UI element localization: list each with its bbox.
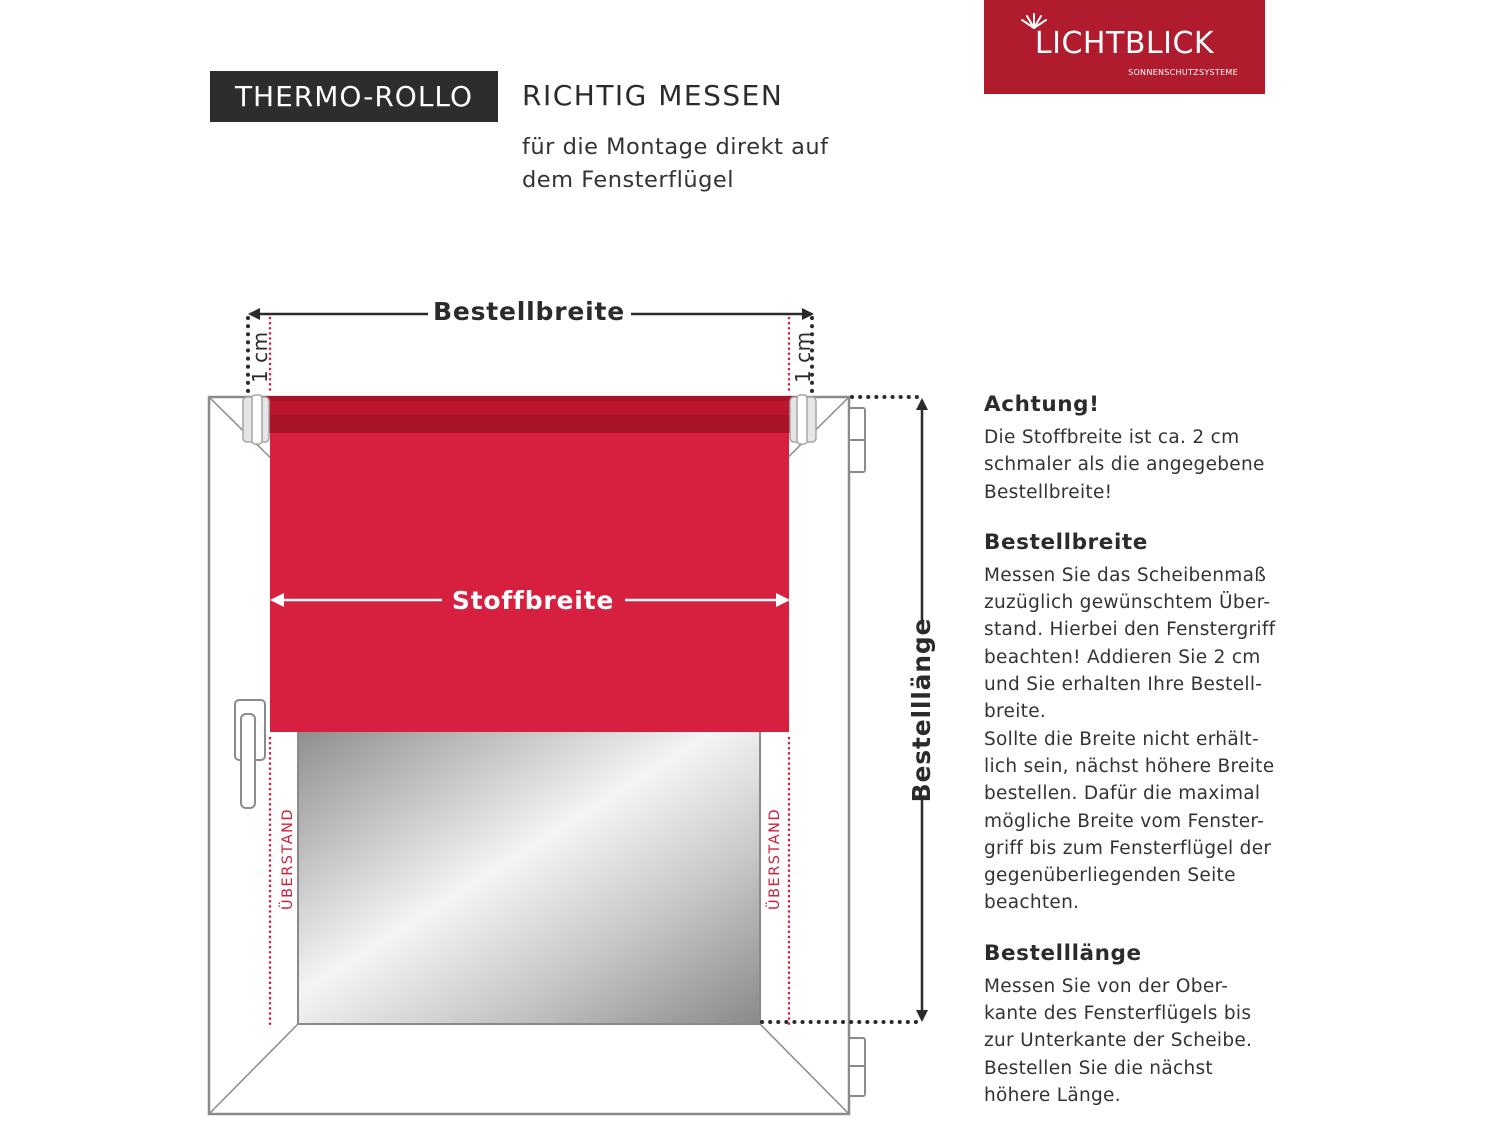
info-panel <box>984 390 1284 1131</box>
info-block-attention <box>984 390 1284 506</box>
info-heading: Bestelllänge <box>984 940 1142 966</box>
fabric-width-label: Stoffbreite <box>451 586 615 615</box>
blind-fabric <box>270 400 789 732</box>
info-text: Die Stoffbreite ist ca. 2 cm schmaler als die angegebene Bestellbreite! <box>984 427 1265 503</box>
info-heading: Bestellbreite <box>984 529 1148 555</box>
order-width-dimension <box>250 297 812 326</box>
right-gap-label: 1 cm <box>791 331 815 383</box>
product-tag: THERMO-ROLLO <box>210 71 498 122</box>
page-title: RICHTIG MESSEN <box>522 79 784 112</box>
info-heading: Achtung! <box>984 392 1100 417</box>
logo-tagline: SONNENSCHUTZSYSTEME <box>1128 68 1238 77</box>
info-text: Messen Sie von der Ober- kante des Fensterflügels bis zur Unterkante der Scheibe. Bestellen Sie die nächst höhere Länge. <box>984 975 1253 1106</box>
info-block-order-width <box>984 528 1284 917</box>
info-block-order-length <box>984 939 1284 1109</box>
order-width-label: Bestellbreite <box>433 297 625 326</box>
right-bracket-icon <box>790 395 816 444</box>
left-bracket-icon <box>243 395 269 444</box>
logo-wordmark: LICHTBLICK <box>1034 26 1215 61</box>
right-overhang-label: ÜBERSTAND <box>767 807 783 910</box>
order-length-label: Bestelllänge <box>907 617 936 803</box>
page-subtitle: für die Montage direkt auf dem Fensterflügel <box>522 134 829 193</box>
left-gap-label: 1 cm <box>248 331 272 383</box>
order-length-dimension <box>907 400 936 1020</box>
left-overhang-label: ÜBERSTAND <box>280 807 296 910</box>
info-text: Messen Sie das Scheibenmaß zuzüglich gewünschtem Über- stand. Hierbei den Fenstergriff beachten! Addieren Sie 2 cm und Sie erhalten Ihre Bestell- breite. Sollte die Breite nicht erhält- lich sein, nächst höhere Breite bestellen. Dafür die maximal mögliche Breite vom Fenster- griff bis zum Fensterflügel der gegenüberliegenden Seite beachten. <box>984 564 1276 914</box>
hinge-icon <box>849 408 865 1096</box>
glass-pane <box>299 732 759 1023</box>
